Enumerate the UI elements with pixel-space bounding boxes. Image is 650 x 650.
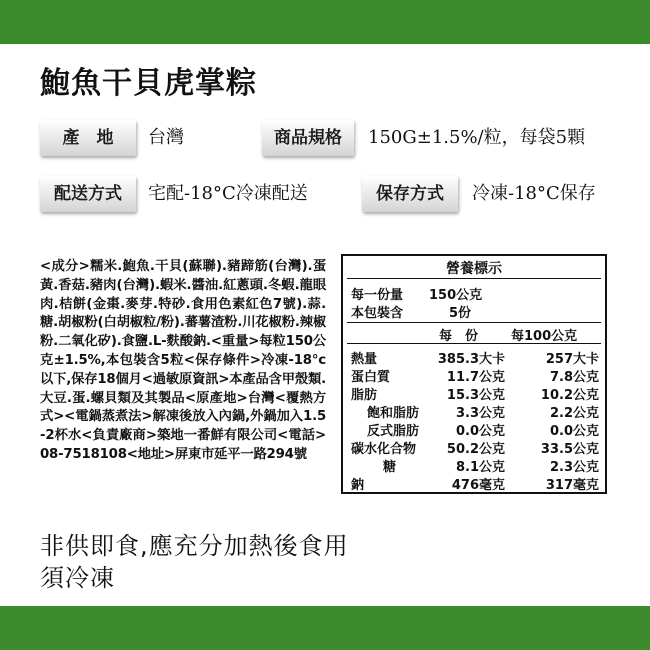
nutrient-name: 碳水化合物 <box>351 442 417 457</box>
nutrient-name: 熱量 <box>351 352 378 367</box>
nutrient-name: 糖 <box>383 460 397 475</box>
serving-value: 150公克 <box>429 288 483 303</box>
nutrient-per-100g: 33.5公克 <box>540 442 599 457</box>
nutrient-per-100g: 317毫克 <box>545 478 599 493</box>
divider <box>347 278 601 279</box>
nutrient-per-100g: 2.2公克 <box>549 406 599 421</box>
nutrient-per-100g: 0.0公克 <box>549 424 599 439</box>
divider <box>347 343 601 344</box>
nutrient-per-serving: 8.1公克 <box>455 460 505 475</box>
nutrient-per-serving: 11.7公克 <box>446 370 505 385</box>
nutrient-name: 鈉 <box>351 478 365 493</box>
product-title: 鮑魚干貝虎掌粽 <box>40 66 257 101</box>
servings-label: 本包裝含 <box>351 306 404 321</box>
nutrient-per-100g: 10.2公克 <box>540 388 599 403</box>
nutrient-per-100g: 257大卡 <box>545 352 599 367</box>
nutrient-per-100g: 7.8公克 <box>549 370 599 385</box>
origin-label: 產 地 <box>40 120 136 156</box>
storage-label: 保存方式 <box>362 176 458 212</box>
divider <box>347 322 601 323</box>
nutrient-per-serving: 50.2公克 <box>446 442 505 457</box>
top-green-bar <box>0 0 650 44</box>
ingredients-text: <成分>糯米.鮑魚.干貝(蘇聯).豬蹄筋(台灣).蛋黃.香菇.豬肉(台灣).蝦米.醬油.紅蔥頭.冬蝦.龍眼肉.桔餅(金棗.麥芽.特砂.食用色素紅色7號).蒜.糖.胡椒粉(白胡椒粒/粉).蕃薯渣粉.川花椒粉.辣椒粉.二氧化矽).食鹽.L-麩酸鈉.<重量>每粒150公克±1.5%,本包裝含5粒<保存條件>冷凍-18°c以下,保存18個月<過敏原資訊>本產品含甲殼類.大豆.蛋.螺貝類及其製品<原產地>台灣<覆熱方式><電鍋蒸煮法>解凍後放入內鍋,外鍋加入1.5-2杯水<負責廠商>築地一番鮮有限公司<電話>08-7518108<地址>屏東市延平一路294號 <box>40 259 326 462</box>
delivery-value: 宅配-18°C冷凍配送 <box>148 183 308 204</box>
bottom-green-bar <box>0 606 650 650</box>
nutrient-name: 蛋白質 <box>351 370 391 385</box>
nutrition-table <box>341 254 607 494</box>
nutrient-per-serving: 385.3大卡 <box>437 352 505 367</box>
servings-value: 5份 <box>449 306 472 321</box>
nutrient-name: 反式脂肪 <box>367 424 420 439</box>
nutrient-per-serving: 15.3公克 <box>446 388 505 403</box>
nutrient-name: 飽和脂肪 <box>367 406 420 421</box>
nutrient-per-serving: 476毫克 <box>451 478 505 493</box>
spec-label: 商品規格 <box>262 120 354 156</box>
nutrient-per-serving: 3.3公克 <box>455 406 505 421</box>
spec-value: 150G±1.5%/粒，每袋5顆 <box>368 127 586 148</box>
notice-line-2: 須冷凍 <box>40 564 115 592</box>
nutrient-name: 脂肪 <box>351 388 378 403</box>
nutrient-per-serving: 0.0公克 <box>455 424 505 439</box>
origin-value: 台灣 <box>148 127 184 148</box>
nutrition-title: 營養標示 <box>446 261 502 277</box>
delivery-label: 配送方式 <box>40 176 136 212</box>
storage-value: 冷凍-18°C保存 <box>472 183 596 204</box>
col-per-100g: 每100公克 <box>511 329 578 344</box>
nutrient-per-100g: 2.3公克 <box>549 460 599 475</box>
col-per-serving: 每 份 <box>439 329 479 344</box>
notice-line-1: 非供即食,應充分加熱後食用 <box>40 532 349 560</box>
notice-text <box>40 530 349 594</box>
serving-label: 每一份量 <box>351 288 404 303</box>
